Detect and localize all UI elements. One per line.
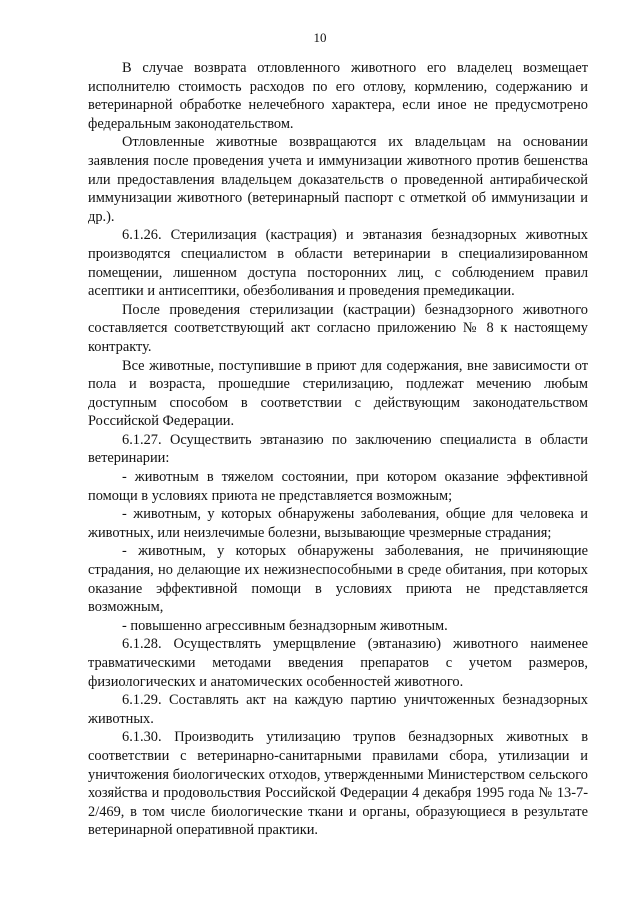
document-body [88,59,588,840]
paragraph-6-1-30: 6.1.30. Производить утилизацию трупов безнадзорных животных в соответствии с ветеринарно-санитарными правилами сбора, утилизации и уничтожения биологических отходов, утвержденными Министерством сельского хозяйства и продовольствия Российской Федерации 4 декабря 1995 года № 13-7-2/469, в том числе биологические ткани и органы, образующиеся в результате ветеринарной оперативной практики. [88,729,588,839]
list-item-aggressive: - повышенно агрессивным безнадзорным животным. [122,617,448,634]
paragraph-sterilization-act: После проведения стерилизации (кастрации) безнадзорного животного составляется соответствующий акт согласно приложению № 8 к настоящему контракту. [88,301,588,355]
list-item-common-diseases: - животным, у которых обнаружены заболевания, общие для человека и животных, или неизлечимые болезни, вызывающие чрезмерные страдания; [88,506,588,541]
paragraph-6-1-29: 6.1.29. Составлять акт на каждую партию уничтоженных безнадзорных животных. [88,692,588,727]
paragraph-marking: Все животные, поступившие в приют для содержания, вне зависимости от пола и возраста, прошедшие стерилизацию, подлежат мечению любым доступным способом в соответствии с действующим законодательством Российской Федерации. [88,357,588,430]
list-item-severe-condition: - животным в тяжелом состоянии, при котором оказание эффективной помощи в условиях приюта не представляется возможным; [88,469,588,504]
paragraph-return-to-owners: Отловленные животные возвращаются их владельцам на основании заявления после проведения учета и иммунизации животного против бешенства или предоставления владельцем доказательств о проведенной антирабической иммунизации животного (ветеринарный паспорт с отметкой об иммунизации и др.). [88,134,588,225]
paragraph-6-1-28: 6.1.28. Осуществлять умерщвление (эвтаназию) животного наименее травматическими методами введения препаратов с учетом размеров, физиологических и анатомических особенностей животного. [88,636,588,690]
paragraph-6-1-26: 6.1.26. Стерилизация (кастрация) и эвтаназия безнадзорных животных производятся специалистом в области ветеринарии в специализированном помещении, лишенном доступа посторонних лиц, с соблюдением правил асептики и антисептики, обезболивания и проведения премедикации. [88,227,588,300]
list-item-nonviable: - животным, у которых обнаружены заболевания, не причиняющие страдания, но делающие их нежизнеспособными в среде обитания, при которых оказание эффективной помощи в условиях приюта не представляется возможным, [88,543,588,616]
paragraph-6-1-27: 6.1.27. Осуществить эвтаназию по заключению специалиста в области ветеринарии: [88,431,588,467]
paragraph-owner-reimbursement: В случае возврата отловленного животного его владелец возмещает исполнителю стоимость расходов по его отлову, кормлению, содержанию и ветеринарной обработке нелечебного характера, если иное не предусмотрено федеральным законодательством. [88,60,588,132]
page-number: 10 [313,30,327,45]
